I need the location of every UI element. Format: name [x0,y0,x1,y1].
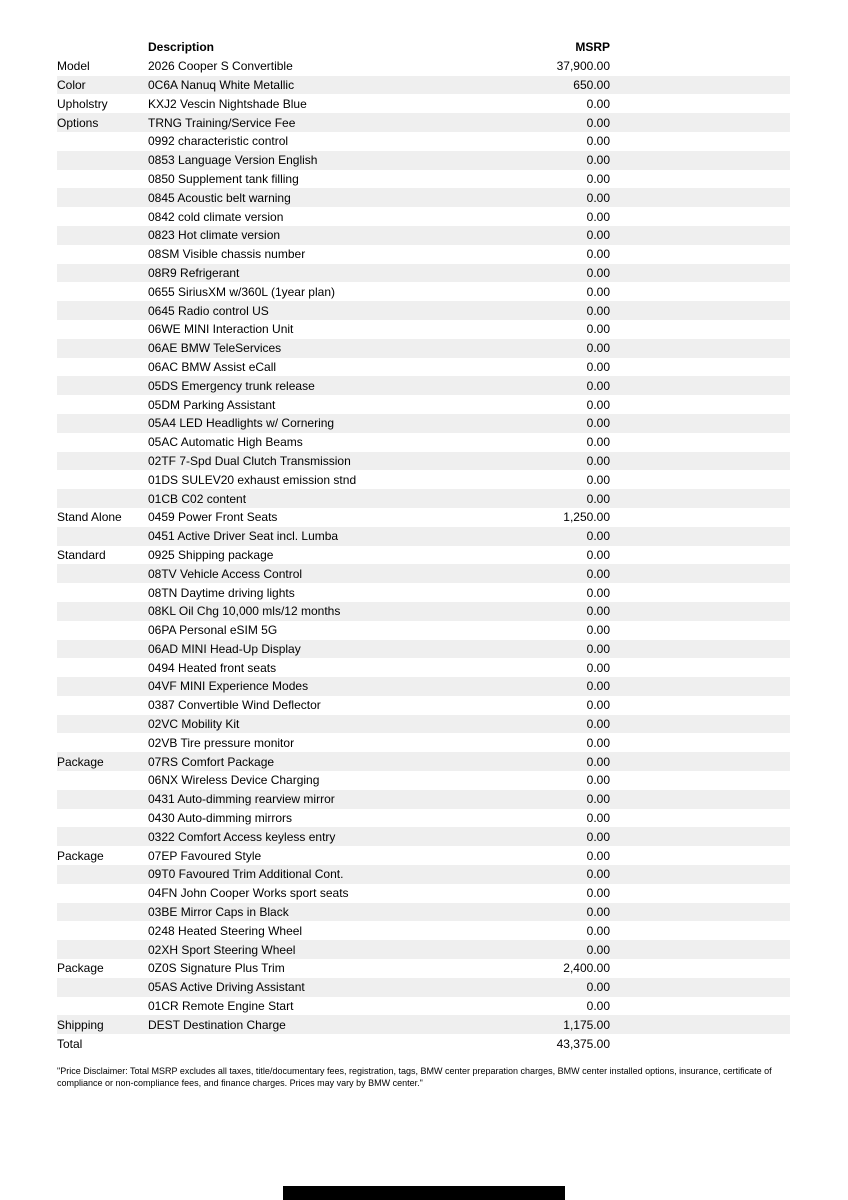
row-msrp: 0.00 [586,228,610,243]
row-description: 08TV Vehicle Access Control [148,566,303,581]
row-category [57,978,148,997]
row-description: 02TF 7-Spd Dual Clutch Transmission [148,453,351,468]
row-category [57,132,148,151]
row-category [57,640,148,659]
row-description: 0845 Acoustic belt warning [148,190,291,205]
row-msrp: 0.00 [586,566,610,581]
row-category [57,264,148,283]
row-category [57,358,148,377]
row-msrp: 0.00 [586,265,610,280]
price-disclaimer: "Price Disclaimer: Total MSRP excludes all taxes, title/documentary fees, registration, tags, BMW center preparation charges, BMW center installed options, insurance, certificate of compliance or non-compliance fees, and finance charges. Prices may vary by BMW center." [57,1066,772,1088]
row-msrp: 0.00 [586,980,610,995]
table-row [57,790,790,809]
row-category [57,940,148,959]
table-row [57,301,790,320]
row-description: 0850 Supplement tank filling [148,171,299,186]
table-row [57,433,790,452]
row-msrp: 0.00 [586,453,610,468]
row-msrp: 0.00 [586,547,610,562]
row-msrp: 0.00 [586,698,610,713]
table-row [57,1015,790,1034]
table-row [57,452,790,471]
row-category [57,865,148,884]
table-row [57,884,790,903]
row-msrp: 0.00 [586,792,610,807]
row-msrp: 0.00 [586,472,610,487]
row-description: TRNG Training/Service Fee [148,115,296,130]
row-description: 0992 characteristic control [148,134,289,149]
row-msrp: 0.00 [586,773,610,788]
row-category [57,583,148,602]
row-category [57,696,148,715]
row-msrp: 0.00 [586,811,610,826]
row-msrp: 0.00 [586,322,610,337]
row-category: Shipping [57,1017,104,1032]
row-category: Upholstry [57,96,108,111]
row-category: Package [57,754,104,769]
table-row [57,170,790,189]
row-msrp: 0.00 [586,359,610,374]
pricing-table-header [57,38,790,57]
table-row [57,376,790,395]
row-description: 03BE Mirror Caps in Black [148,905,289,920]
row-description: KXJ2 Vescin Nightshade Blue [148,96,307,111]
row-msrp: 0.00 [586,341,610,356]
table-row [57,752,790,771]
row-description: 0C6A Nanuq White Metallic [148,77,295,92]
row-category [57,226,148,245]
row-category [57,395,148,414]
row-category [57,433,148,452]
row-category: Package [57,961,104,976]
table-row [57,921,790,940]
table-row [57,395,790,414]
table-row [57,771,790,790]
row-category [57,489,148,508]
row-description: 02VC Mobility Kit [148,717,240,732]
table-row [57,602,790,621]
row-description: 0322 Comfort Access keyless entry [148,829,336,844]
header-row [57,38,790,57]
row-description: 04VF MINI Experience Modes [148,679,309,694]
row-msrp: 37,900.00 [556,59,610,74]
row-msrp: 0.00 [586,153,610,168]
row-category [57,809,148,828]
row-description: 0842 cold climate version [148,209,284,224]
row-msrp: 0.00 [586,134,610,149]
table-row [57,583,790,602]
row-category [57,527,148,546]
row-msrp: 0.00 [586,416,610,431]
row-description: 08SM Visible chassis number [148,247,306,262]
table-row [57,132,790,151]
row-category [57,621,148,640]
table-row [57,151,790,170]
row-category [57,470,148,489]
row-msrp: 0.00 [586,247,610,262]
row-category [57,339,148,358]
row-description: 0430 Auto-dimming mirrors [148,811,293,826]
table-row [57,809,790,828]
row-description: 0655 SiriusXM w/360L (1year plan) [148,284,335,299]
row-category [57,188,148,207]
table-row [57,339,790,358]
table-row [57,696,790,715]
row-description: 06NX Wireless Device Charging [148,773,320,788]
description-column-header: Description [148,38,488,57]
row-msrp: 0.00 [586,641,610,656]
row-msrp: 0.00 [586,284,610,299]
row-category [57,602,148,621]
row-description: 06AC BMW Assist eCall [148,359,277,374]
row-description: 08KL Oil Chg 10,000 mls/12 months [148,604,341,619]
row-category [57,733,148,752]
row-msrp: 0.00 [586,754,610,769]
table-row [57,997,790,1016]
row-msrp: 0.00 [586,96,610,111]
row-msrp: 0.00 [586,735,610,750]
row-category [57,452,148,471]
row-msrp: 43,375.00 [556,1036,610,1051]
category-column-header [57,38,148,57]
row-msrp: 0.00 [586,378,610,393]
row-category [57,677,148,696]
row-category [57,320,148,339]
row-description: 09T0 Favoured Trim Additional Cont. [148,867,344,882]
table-row [57,546,790,565]
row-category [57,151,148,170]
row-category [57,564,148,583]
row-description: 05DM Parking Assistant [148,397,276,412]
row-description: 08R9 Refrigerant [148,265,240,280]
row-category [57,903,148,922]
row-category [57,282,148,301]
row-description: 08TN Daytime driving lights [148,585,295,600]
table-row [57,113,790,132]
table-row [57,959,790,978]
row-description: 07EP Favoured Style [148,848,262,863]
row-msrp: 0.00 [586,623,610,638]
row-category [57,414,148,433]
row-msrp: 0.00 [586,717,610,732]
row-description: 02VB Tire pressure monitor [148,735,295,750]
row-description [148,1034,488,1053]
row-description: 05AS Active Driving Assistant [148,980,305,995]
table-row [57,846,790,865]
table-row [57,282,790,301]
row-msrp: 0.00 [586,115,610,130]
row-msrp: 1,250.00 [563,510,610,525]
row-category [57,376,148,395]
row-category: Color [57,77,86,92]
row-description: 0387 Convertible Wind Deflector [148,698,321,713]
table-row [57,733,790,752]
table-row [57,677,790,696]
table-row [57,76,790,95]
table-row [57,508,790,527]
table-row [57,57,790,76]
row-category [57,715,148,734]
row-msrp: 0.00 [586,829,610,844]
row-msrp: 2,400.00 [563,961,610,976]
row-msrp: 0.00 [586,660,610,675]
table-row [57,207,790,226]
table-row [57,188,790,207]
table-row [57,527,790,546]
row-category [57,884,148,903]
table-row [57,715,790,734]
row-msrp: 0.00 [586,923,610,938]
row-msrp: 0.00 [586,171,610,186]
row-description: DEST Destination Charge [148,1017,286,1032]
row-msrp: 0.00 [586,303,610,318]
row-category [57,245,148,264]
row-description: 07RS Comfort Package [148,754,275,769]
row-description: 06PA Personal eSIM 5G [148,623,278,638]
row-category [57,921,148,940]
row-msrp: 0.00 [586,491,610,506]
row-description: 06AE BMW TeleServices [148,341,282,356]
table-row [57,978,790,997]
row-category: Standard [57,547,106,562]
row-description: 0823 Hot climate version [148,228,281,243]
row-description: 0431 Auto-dimming rearview mirror [148,792,335,807]
row-category [57,997,148,1016]
row-description: 04FN John Cooper Works sport seats [148,886,349,901]
row-category [57,771,148,790]
table-row [57,658,790,677]
row-description: 05DS Emergency trunk release [148,378,315,393]
table-row [57,245,790,264]
row-msrp: 0.00 [586,679,610,694]
pricing-table-body [57,57,790,1053]
row-category [57,170,148,189]
row-description: 0494 Heated front seats [148,660,277,675]
table-row [57,414,790,433]
table-row [57,621,790,640]
table-row [57,489,790,508]
table-row [57,226,790,245]
row-category: Stand Alone [57,510,122,525]
row-category [57,827,148,846]
row-msrp: 0.00 [586,529,610,544]
row-msrp: 0.00 [586,848,610,863]
table-row [57,865,790,884]
row-msrp: 0.00 [586,999,610,1014]
row-msrp: 0.00 [586,604,610,619]
row-description: 06WE MINI Interaction Unit [148,322,294,337]
row-category: Model [57,59,90,74]
row-description: 0925 Shipping package [148,547,274,562]
table-row [57,827,790,846]
row-category [57,658,148,677]
row-description: 0Z0S Signature Plus Trim [148,961,285,976]
row-description: 0459 Power Front Seats [148,510,278,525]
row-category: Total [57,1036,83,1051]
msrp-column-header: MSRP [488,38,790,57]
row-msrp: 0.00 [586,585,610,600]
row-msrp: 0.00 [586,190,610,205]
row-msrp: 0.00 [586,942,610,957]
table-row [57,564,790,583]
row-description: 01CR Remote Engine Start [148,999,294,1014]
row-description: 06AD MINI Head-Up Display [148,641,301,656]
row-msrp: 0.00 [586,209,610,224]
row-description: 0248 Heated Steering Wheel [148,923,303,938]
row-msrp: 0.00 [586,435,610,450]
footer-bar [283,1186,565,1200]
table-row [57,264,790,283]
row-msrp: 0.00 [586,867,610,882]
row-category: Options [57,115,99,130]
row-description: 01DS SULEV20 exhaust emission stnd [148,472,357,487]
table-row [57,470,790,489]
table-row [57,94,790,113]
row-category [57,207,148,226]
row-description: 02XH Sport Steering Wheel [148,942,296,957]
row-category [57,790,148,809]
row-description: 0853 Language Version English [148,153,318,168]
table-row [57,903,790,922]
table-row [57,1034,790,1053]
row-msrp: 1,175.00 [563,1017,610,1032]
row-category: Package [57,848,104,863]
row-description: 2026 Cooper S Convertible [148,59,293,74]
row-description: 05A4 LED Headlights w/ Cornering [148,416,335,431]
row-msrp: 0.00 [586,886,610,901]
row-msrp: 650.00 [573,77,610,92]
row-description: 01CB C02 content [148,491,247,506]
row-category [57,301,148,320]
row-description: 05AC Automatic High Beams [148,435,303,450]
pricing-table [57,38,790,1053]
row-msrp: 0.00 [586,397,610,412]
row-msrp: 0.00 [586,905,610,920]
table-row [57,320,790,339]
row-description: 0451 Active Driver Seat incl. Lumba [148,529,339,544]
table-row [57,640,790,659]
row-description: 0645 Radio control US [148,303,269,318]
table-row [57,358,790,377]
table-row [57,940,790,959]
